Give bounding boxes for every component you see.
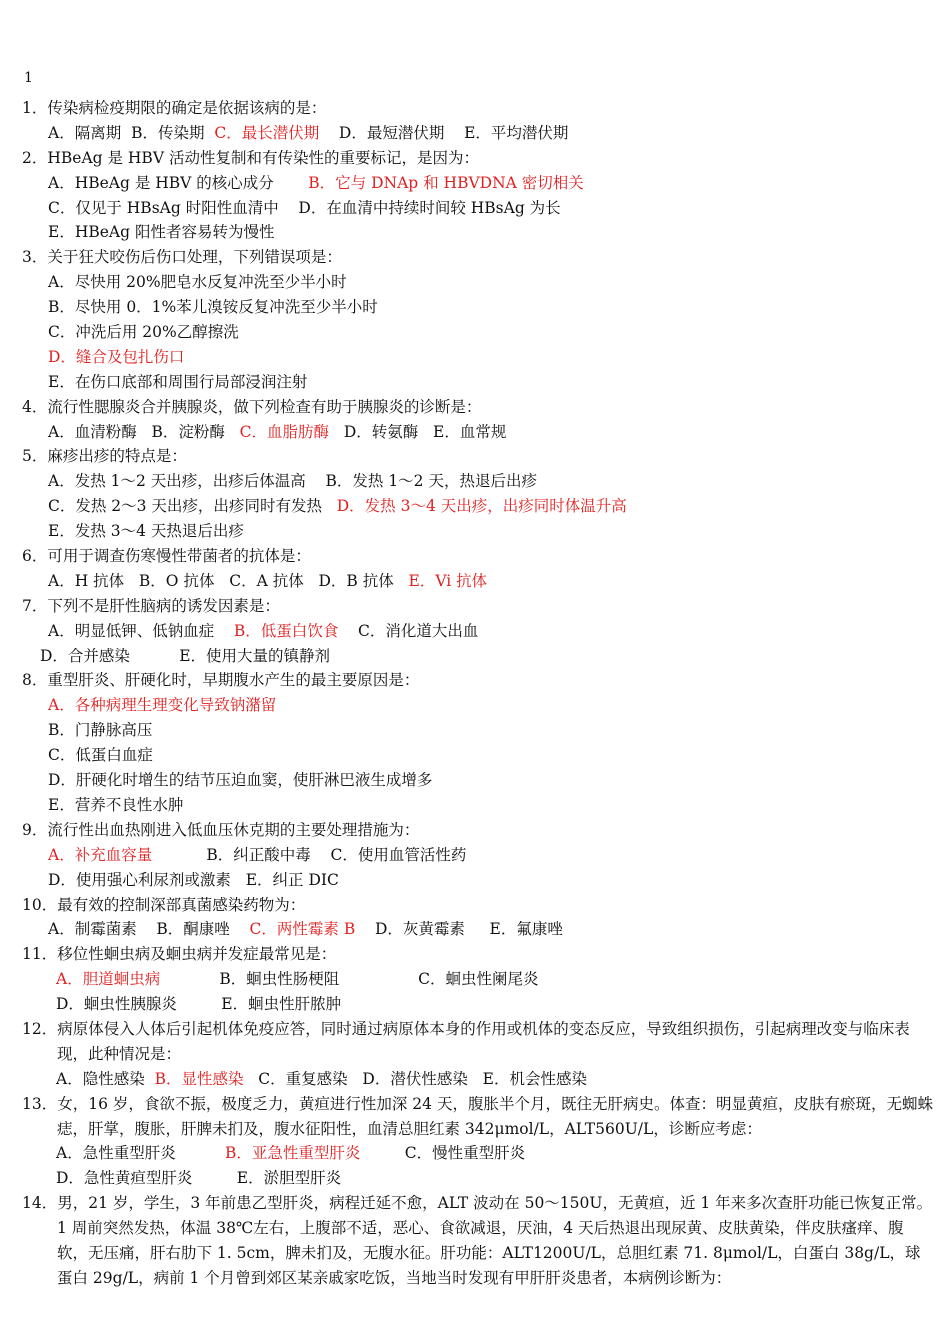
q5-option-b: B．发热 1～2 天，热退后出疹 <box>325 472 537 491</box>
question-13-stem: 13．女，16 岁，食欲不振，极度乏力，黄疸进行性加深 24 天，腹胀半个月，既往无肝病史。体查：明显黄疸，皮肤有瘀斑，无蜘蛛痣，肝掌，腹胀，肝脾未扪及，腹水征阳性，血清总胆红素 342μmol/L，ALT560U/L，诊断应考虑： <box>22 1094 933 1138</box>
q12-option-b: B．显性感染 <box>154 1069 244 1088</box>
q12-option-d: D．潜伏性感染 <box>362 1069 468 1088</box>
q3-option-b: B．尽快用 0．1%苯儿溴铵反复冲洗至少半小时 <box>48 298 378 317</box>
q4-option-b: B．淀粉酶 <box>151 422 225 441</box>
q7-option-c: C．消化道大出血 <box>358 621 479 640</box>
question-1-stem: 1．传染病检疫期限的确定是依据该病的是： <box>22 99 327 117</box>
q1-option-e: E．平均潜伏期 <box>464 123 569 142</box>
q5-option-d: D．发热 3～4 天出疹，出疹同时体温升高 <box>336 497 627 516</box>
question-9-options-row2 <box>22 868 934 893</box>
q8-option-c: C．低蛋白血症 <box>48 746 153 765</box>
q2-option-d: D．在血清中持续时间较 HBsAg 为长 <box>298 198 561 217</box>
question-2-options-row1 <box>22 171 934 196</box>
q4-option-c: C．血脂肪酶 <box>239 422 330 441</box>
question-2-options-row2 <box>22 196 934 221</box>
q4-option-d: D．转氨酶 <box>343 422 419 441</box>
q7-option-e: E．使用大量的镇静剂 <box>179 646 331 665</box>
q3-option-e: E．在伤口底部和周围行局部浸润注射 <box>48 372 308 391</box>
question-11-stem: 11．移位性蛔虫病及蛔虫病并发症最常见是： <box>22 945 337 964</box>
q11-option-b: B．蛔虫性肠梗阻 <box>219 970 340 989</box>
question-6-stem: 6．可用于调查伤寒慢性带菌者的抗体是： <box>22 547 311 566</box>
question-9-options-row1 <box>22 843 934 868</box>
question-3-stem: 3．关于狂犬咬伤后伤口处理，下列错误项是： <box>22 248 342 267</box>
q1-option-d: D．最短潜伏期 <box>338 123 445 142</box>
q10-option-a: A．制霉菌素 <box>48 920 137 939</box>
q9-option-a: A．补充血容量 <box>48 845 153 864</box>
q8-option-e: E．营养不良性水肿 <box>48 795 184 814</box>
question-9-stem: 9．流行性出血热刚进入低血压休克期的主要处理措施为： <box>22 820 420 839</box>
q8-option-b: B．门静脉高压 <box>48 721 153 740</box>
q1-option-a: A．隔离期 <box>48 123 122 142</box>
q5-option-c: C．发热 2～3 天出疹，出疹同时有发热 <box>48 497 322 516</box>
q6-option-d: D．B 抗体 <box>318 571 394 590</box>
q3-option-d: D．缝合及包扎伤口 <box>48 347 185 366</box>
q10-option-e: E．氟康唑 <box>489 920 563 939</box>
q7-option-a: A．明显低钾、低钠血症 <box>48 621 215 640</box>
q12-option-e: E．机会性感染 <box>482 1069 587 1088</box>
q10-option-c: C．两性霉素 B <box>249 920 356 939</box>
question-11-options-row1 <box>22 967 934 992</box>
q12-option-a: A．隐性感染 <box>56 1069 145 1088</box>
q9-option-b: B．纠正酸中毒 <box>206 845 311 864</box>
q6-option-e: E．Vi 抗体 <box>408 571 488 590</box>
q7-option-d: D．合并感染 <box>40 646 130 665</box>
q2-option-c: C．仅见于 HBsAg 时阳性血清中 <box>48 198 279 217</box>
q9-option-e: E．纠正 DIC <box>245 870 339 889</box>
q6-option-c: C．A 抗体 <box>229 571 304 590</box>
q1-option-b: B．传染期 <box>131 123 205 142</box>
q9-option-d: D．使用强心利尿剂或激素 <box>48 870 231 889</box>
q13-option-c: C．慢性重型肝炎 <box>404 1144 526 1163</box>
q12-option-c: C．重复感染 <box>258 1069 348 1088</box>
question-7-options-row2 <box>22 644 934 669</box>
question-10-options <box>22 917 934 942</box>
q4-option-a: A．血清粉酶 <box>48 422 137 441</box>
q2-option-a: A．HBeAg 是 HBV 的核心成分 <box>48 173 274 192</box>
question-2-stem: 2．HBeAg 是 HBV 活动性复制和有传染性的重要标记，是因为： <box>22 148 479 167</box>
q13-option-d: D．急性黄疸型肝炎 <box>56 1169 193 1188</box>
question-13-options-row1 <box>22 1141 934 1166</box>
q2-option-b: B．它与 DNAp 和 HBVDNA 密切相关 <box>308 173 584 192</box>
q10-option-b: B．酮康唑 <box>156 920 230 939</box>
question-14-stem: 14．男，21 岁，学生，3 年前患乙型肝炎，病程迁延不愈，ALT 波动在 50～150U，无黄疸，近 1 年来多次查肝功能已恢复正常。1 周前突然发热，体温 38℃左右，上腹部不适，恶心、食欲减退，厌油，4 天后热退出现尿黄、皮肤黄染，伴皮肤瘙痒、腹软，无压痛，肝右肋下 1. 5cm，脾未扪及，无腹水征。肝功能：ALT1200U/L，总胆红素 71. 8μmol/L，白蛋白 38g/L，球蛋白 29g/L，病前 1 个月曾到郊区某亲戚家吃饭，当地当时发现有甲肝肝炎患者，本病例诊断为： <box>22 1194 933 1287</box>
q3-option-c: C．冲洗后用 20%乙醇擦洗 <box>48 323 239 342</box>
q5-option-a: A．发热 1～2 天出疹，出疹后体温高 <box>48 472 306 491</box>
question-13-options-row2 <box>22 1166 934 1191</box>
document-body <box>22 96 934 1291</box>
q6-option-a: A．H 抗体 <box>48 571 125 590</box>
q9-option-c: C．使用血管活性药 <box>330 845 467 864</box>
question-5-stem: 5．麻疹出疹的特点是： <box>22 447 187 466</box>
page-number: 1 <box>24 70 33 86</box>
question-12-stem: 12．病原体侵入人体后引起机体免疫应答，同时通过病原体本身的作用或机体的变态反应，导致组织损伤，引起病理改变与临床表现，此种情况是： <box>22 1019 910 1063</box>
q11-option-e: E．蛔虫性肝脓肿 <box>221 995 342 1014</box>
q5-option-e: E．发热 3～4 天热退后出疹 <box>48 522 244 541</box>
question-5-options-row1 <box>22 469 934 494</box>
question-4-options <box>22 420 934 445</box>
question-5-options-row2 <box>22 494 934 519</box>
question-7-options-row1 <box>22 619 934 644</box>
q7-option-b: B．低蛋白饮食 <box>233 621 339 640</box>
question-6-options <box>22 569 934 594</box>
q11-option-c: C．蛔虫性阑尾炎 <box>418 970 539 989</box>
q13-option-b: B．亚急性重型肝炎 <box>224 1144 361 1163</box>
q11-option-a: A．胆道蛔虫病 <box>56 970 161 989</box>
q8-option-a: A．各种病理生理变化导致钠潴留 <box>48 696 277 715</box>
q10-option-d: D．灰黄霉素 <box>374 920 465 939</box>
question-7-stem: 7．下列不是肝性脑病的诱发因素是： <box>22 596 280 615</box>
question-8-stem: 8．重型肝炎、肝硬化时，早期腹水产生的最主要原因是： <box>22 671 420 690</box>
q4-option-e: E．血常规 <box>433 422 507 441</box>
q13-option-e: E．淤胆型肝炎 <box>236 1169 342 1188</box>
q2-option-e: E．HBeAg 阳性者容易转为慢性 <box>48 223 275 242</box>
question-4-stem: 4．流行性腮腺炎合并胰腺炎，做下列检查有助于胰腺炎的诊断是： <box>22 397 482 416</box>
q6-option-b: B．O 抗体 <box>138 571 215 590</box>
question-1-options <box>22 121 934 146</box>
q8-option-d: D．肝硬化时增生的结节压迫血窦，使肝淋巴液生成增多 <box>48 771 433 790</box>
q13-option-a: A．急性重型肝炎 <box>56 1144 176 1163</box>
q11-option-d: D．蛔虫性胰腺炎 <box>56 995 177 1014</box>
question-11-options-row2 <box>22 992 934 1017</box>
question-12-options <box>22 1067 934 1092</box>
q1-option-c: C．最长潜伏期 <box>214 123 320 142</box>
question-10-stem: 10．最有效的控制深部真菌感染药物为： <box>22 895 306 914</box>
q3-option-a: A．尽快用 20%肥皂水反复冲洗至少半小时 <box>48 273 347 292</box>
